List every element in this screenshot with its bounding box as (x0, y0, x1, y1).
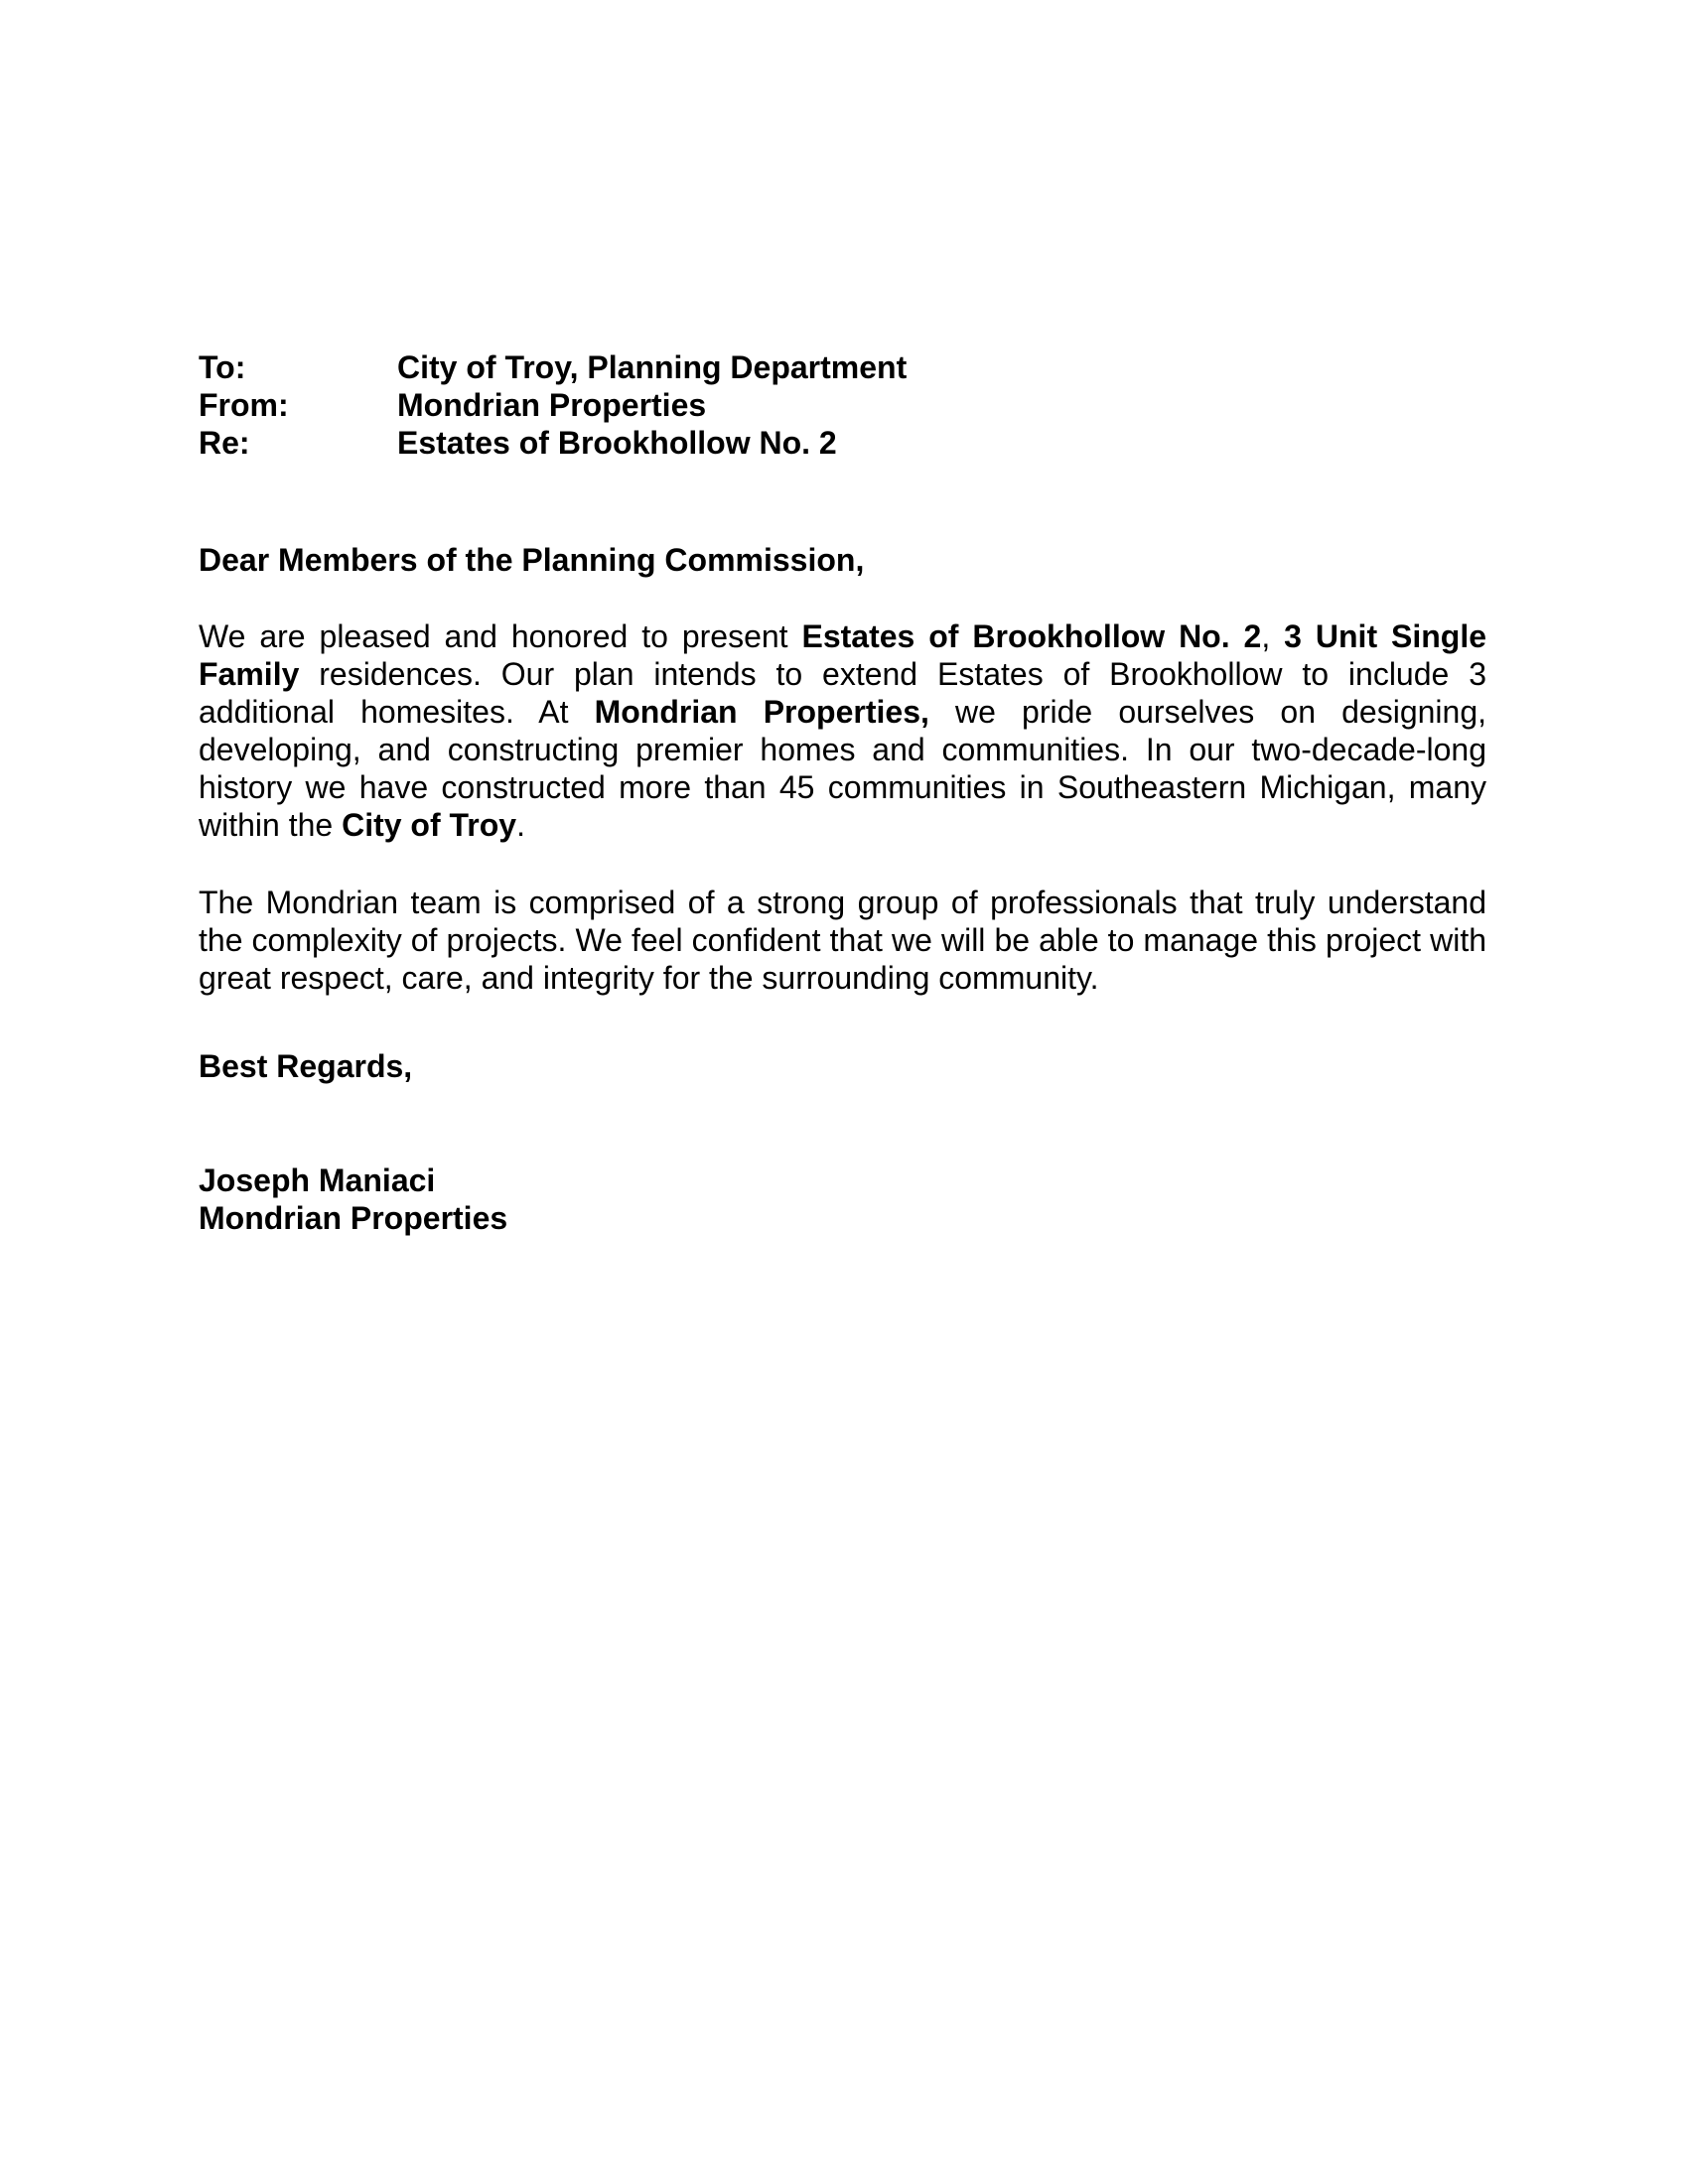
memo-from-value: Mondrian Properties (397, 387, 707, 423)
paragraph-1-text-4: we pride ourselves on designing, developing, and constructing premier homes and communities. In our two-decade-long history we have constructed more than 45 communities in Southeastern Michigan, many within the (199, 694, 1487, 843)
memo-re-value: Estates of Brookhollow No. 2 (397, 425, 837, 461)
unit-type-emphasis: 3 Unit Single Family (199, 618, 1487, 692)
closing: Best Regards, (199, 1048, 413, 1084)
city-name-emphasis: City of Troy (342, 807, 517, 843)
memo-from-label: From: (199, 387, 289, 423)
paragraph-1-text-3: residences. Our plan intends to extend Estates of Brookhollow to include 3 additional homesites. At (199, 656, 1486, 730)
paragraph-1-text-5: . (516, 807, 525, 843)
company-name-emphasis: Mondrian Properties, (594, 694, 929, 730)
salutation: Dear Members of the Planning Commission, (199, 542, 865, 578)
memo-to-value: City of Troy, Planning Department (397, 349, 908, 385)
memo-re-row (199, 424, 1489, 462)
memo-re-label: Re: (199, 425, 250, 461)
paragraph-1-text-2: , (1261, 618, 1285, 654)
signer-name: Joseph Maniaci (199, 1162, 436, 1198)
body-paragraph-2: The Mondrian team is comprised of a strong group of professionals that truly understand the complexity of projects. We feel confident that we will be able to manage this project with great respect, care, and integrity for the surrounding community. (199, 885, 1486, 996)
memo-from-row (199, 386, 1489, 424)
memo-to-row (199, 348, 1489, 386)
signer-company: Mondrian Properties (199, 1200, 508, 1236)
memo-header (199, 348, 1489, 462)
body-paragraph-1 (199, 617, 1486, 844)
memo-to-label: To: (199, 349, 246, 385)
paragraph-1-text-1: We are pleased and honored to present (199, 618, 802, 654)
signature-block (199, 1161, 507, 1237)
project-name-emphasis: Estates of Brookhollow No. 2 (801, 618, 1262, 654)
